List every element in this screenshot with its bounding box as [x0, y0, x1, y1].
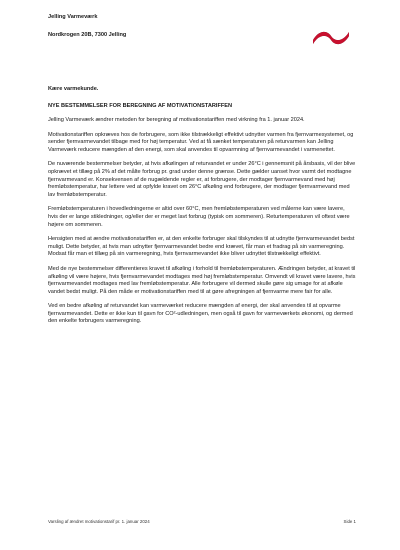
sender-name: Jelling Varmeværk [48, 14, 98, 20]
page-number: Side 1 [343, 519, 356, 524]
paragraph: Med de nye bestemmelser differentieres kravet til afkøling i forhold til fremløbstemperaturen. Ændringen betyder, at kravet til afkøling vil være højere, hvis fjernvarmevandet modtages med høj fremløbstemperatur. Omvendt vil kravet være lavere, hvis fjernvarmevandet modtages med lav fremløbstemperatur. Alle forbrugere vil dermed skulle gøre sig umage for at afkøle vandet bedst muligt. På den måde er motivationstariffen med til at gøre afregningen af fjernvarme mere fair for alle. [48, 265, 356, 295]
paragraph: Ved en bedre afkøling af returvandet kan varmeværket reducere mængden af energi, der skal anvendes til at opvarme fjernvarmevandet. Dette er ikke kun til gavn for CO²-udledningen, men også til gavn for varmeværkets økonomi, og dermed den enkelte forbrugers varmeregning. [48, 303, 353, 325]
logo-red-wave [313, 32, 349, 44]
paragraph: De nuværende bestemmelser betyder, at hvis afkølingen af returvandet er under 26°C i gennemsnit på årsbasis, vil der blive opkrævet et tillæg på 2% af det målte forbrug pr. grad under denne grænse. Dette gælder uanset hvor varmt det modtagne fjernvarmevand er. Konsekvensen af de nugældende regler er, at forbrugere, der modtager fjernvarmevand med høj fremløbstemperatur, har lettere ved at opfylde kravet om 26°C afkøling end forbrugere, der modtager fjernvarmevand med lav fremløbstemperatur. [48, 161, 356, 198]
sender-block [48, 14, 126, 39]
greeting: Kære varmekunde. [48, 86, 99, 92]
letter-heading: NYE BESTEMMELSER FOR BEREGNING AF MOTIVATIONSTARIFFEN [48, 103, 233, 109]
paragraph: Motivationstariffen opkræves hos de forbrugere, som ikke tilstrækkeligt effektivt udnytter varmen fra fjernvarmesystemet, og sender fjernvarmevandet tilbage med for høj temperatur. Ved at få sænket temperaturen på returvarmen kan Jelling Varmeværk reducere mængden af den energi, som skal anvendes til opvarmning af fjernvarmevandet i varmenettet. [48, 131, 354, 153]
paragraph: Hensigten med at ændre motivationstariffen er, at den enkelte forbruger skal tilskyndes til at udnytte fjernvarmevandet bedst muligt. Dette betyder, at hvis man udnytter fjernvarmevandet bedre end krævet, får man et fradrag på sin varmeregning. Modsat får man et tillæg på sin varmeregning, hvis fjernvarmevandet ikke bliver udnyttet tilstrækkeligt effektivt. [48, 236, 355, 258]
letter-body [48, 86, 356, 326]
sender-address: Nordkrogen 20B, 7300 Jelling [48, 32, 127, 38]
paragraph: Jelling Varmeværk ændrer metoden for beregning af motivationstariffen med virkning fra 1. januar 2024. [48, 117, 305, 123]
company-logo-icon [311, 26, 351, 48]
footer-title: Varsling af ændret motivationstarif pr. 1. januar 2024 [48, 519, 150, 524]
paragraph: Fremløbstemperaturen i hovedledningerne er altid over 60°C, men fremløbstemperaturen ved målerne kan være lavere, hvis der er lange stikledninger, og/eller der er meget lavt forbrug (typisk om sommeren). Returtemperaturen vil oftest være højere om sommeren. [48, 206, 350, 228]
